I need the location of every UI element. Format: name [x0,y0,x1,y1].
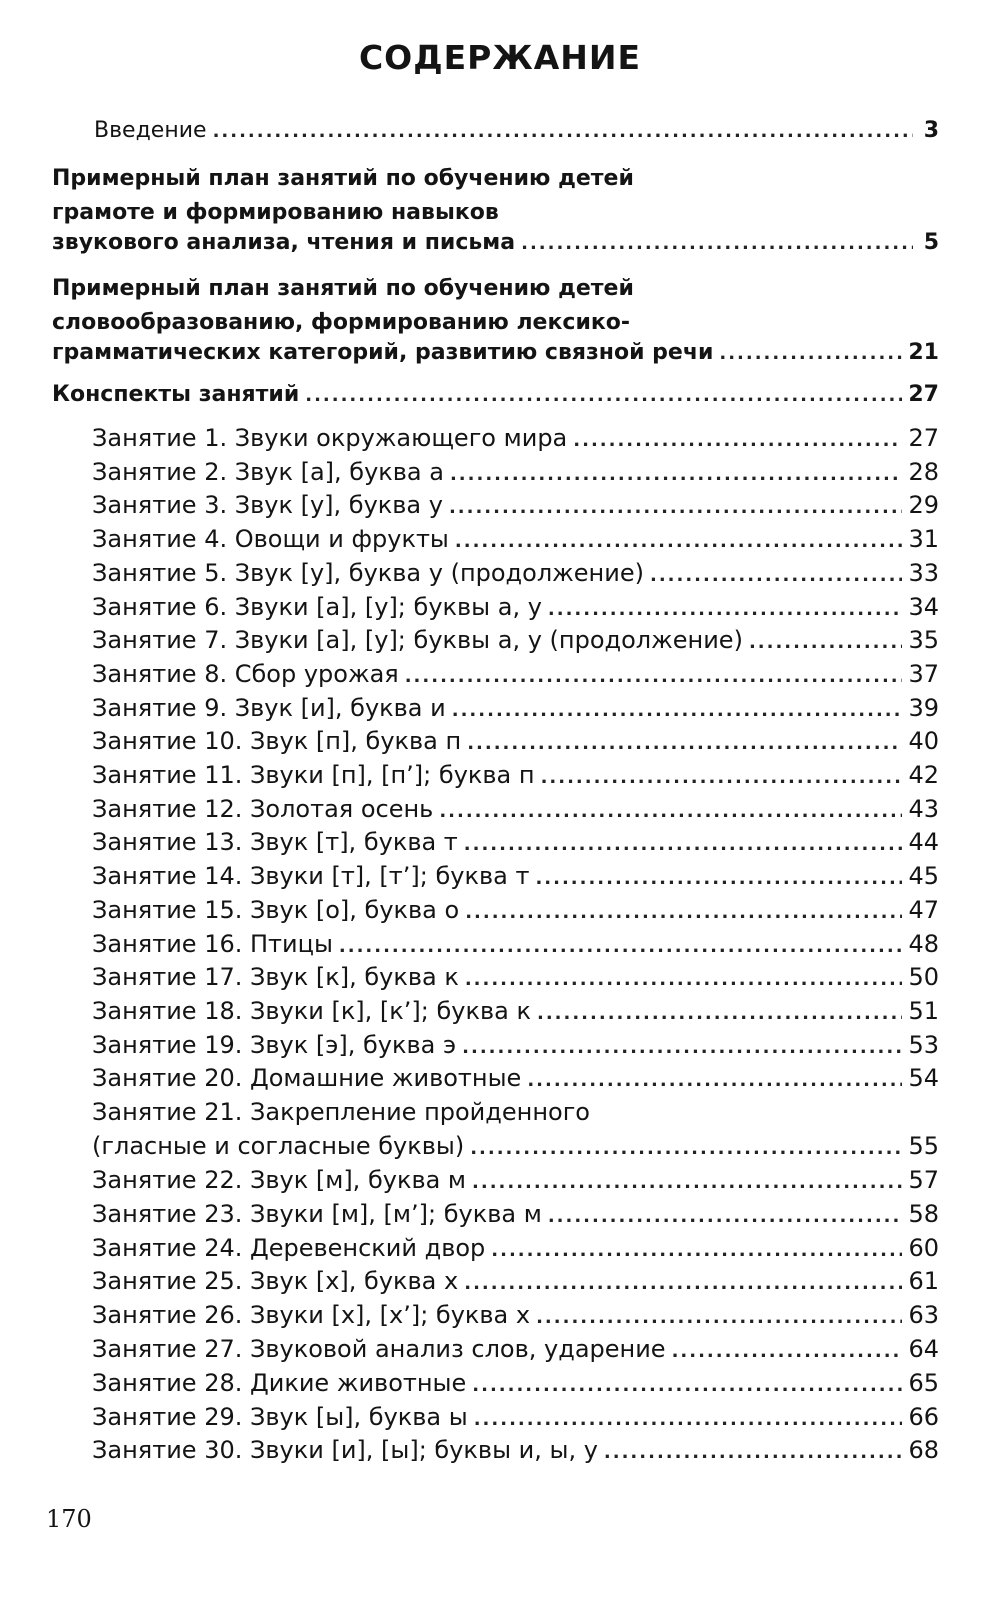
toc-entry-lesson [92,1200,939,1228]
toc-entry-title: Занятие 18. Звуки [к], [к’]; буква к [92,996,531,1025]
toc-entry-title: Занятие 25. Звук [х], буква х [92,1267,459,1296]
dot-leader [527,1070,902,1091]
dot-leader [465,969,903,990]
toc-page-number: 33 [908,558,939,587]
toc-entry-lesson [92,997,939,1025]
dot-leader [573,430,902,451]
toc-entry-lesson [92,559,939,587]
toc-entry-title: Занятие 6. Звуки [а], [у]; буквы а, у [92,592,542,621]
dot-leader [213,121,913,142]
dot-leader [541,767,903,788]
toc-entry-title: Занятие 12. Золотая осень [92,794,434,823]
toc-entry-title: Занятие 26. Звуки [х], [х’]; буква х [92,1301,531,1330]
toc-page-number: 35 [908,626,939,655]
toc-section-line: словообразованию, формированию лексико- [52,310,631,335]
toc-entry-lesson [92,424,939,452]
toc-page-number: 60 [908,1233,939,1262]
dot-leader [650,565,902,586]
toc-entry-lesson [92,795,939,823]
toc-entry-title: Занятие 3. Звук [у], буква у [92,491,443,520]
toc-entry-section-1 [52,230,939,255]
toc-page-number: 37 [908,659,939,688]
toc-page-number: 50 [908,963,939,992]
toc-entry-lesson [92,626,939,654]
toc-section-2-heading [52,272,634,340]
toc-page-number: 54 [908,1064,939,1093]
toc-entry-lesson [92,1335,939,1363]
toc-section-1-heading [52,162,634,230]
toc-entry-lesson [92,1064,939,1092]
dot-leader [450,464,902,485]
toc-entry-title: Занятие 23. Звуки [м], [м’]; буква м [92,1199,542,1228]
toc-page-number: 42 [908,761,939,789]
dot-leader [537,1003,902,1024]
toc-entry-title: Занятие 10. Звук [п], буква п [92,727,462,756]
dot-leader [521,233,913,254]
dot-leader [548,599,903,620]
toc-entry-lesson [92,660,939,688]
toc-entry-lesson [92,930,939,958]
toc-section-line: Примерный план занятий по обучению детей [52,166,634,191]
toc-entry-lesson-21 [92,1132,939,1160]
dot-leader [465,902,902,923]
toc-entry-lesson [92,1369,939,1397]
toc-entry-title: Занятие 7. Звуки [а], [у]; буквы а, у (продолжение) [92,626,743,655]
dot-leader [470,1138,902,1159]
toc-entry-title: Занятие 9. Звук [и], буква и [92,693,446,722]
toc-entry-lesson [92,458,939,486]
toc-entry-lesson [92,1166,939,1194]
dot-leader [449,497,903,518]
toc-entry-lesson [92,525,939,553]
toc-section-line: Примерный план занятий по обучению детей [52,276,634,301]
toc-entry-section-3 [52,382,939,407]
dot-leader [474,1409,903,1430]
dot-leader [464,834,903,855]
dot-leader [405,666,903,687]
dot-leader [548,1206,903,1227]
toc-page-number: 21 [908,340,939,365]
dot-leader [439,801,902,822]
toc-entry-lesson [92,491,939,519]
dot-leader [305,385,902,406]
toc-page-number: 29 [908,491,939,520]
toc-entry-title: Конспекты занятий [52,382,300,407]
toc-entry-lesson [92,1301,939,1329]
toc-page-number: 28 [908,457,939,486]
toc-entry-lesson [92,862,939,890]
toc-entry-title: Занятие 11. Звуки [п], [п’]; буква п [92,761,535,789]
toc-entry-lesson [92,694,939,722]
toc-entry-lesson [92,828,939,856]
toc-page-number: 58 [908,1199,939,1228]
toc-entry-title: грамматических категорий, развитию связной речи [52,340,714,365]
toc-entry-title: (гласные и согласные буквы) [92,1132,465,1160]
toc-page-number: 61 [908,1267,939,1296]
dot-leader [452,700,903,721]
toc-entry-lesson [92,963,939,991]
toc-entry-lesson [92,1234,939,1262]
toc-entry-title: Занятие 4. Овощи и фрукты [92,525,449,554]
toc-page-number: 27 [908,424,939,452]
toc-entry-title: Занятие 16. Птицы [92,929,333,958]
dot-leader [467,733,902,754]
toc-entry-title: Введение [94,118,207,143]
toc-entry-lesson [92,593,939,621]
toc-page-number: 64 [908,1335,939,1363]
page-title: СОДЕРЖАНИЕ [358,38,642,77]
dot-leader [535,868,902,889]
toc-entry-title: Занятие 15. Звук [о], буква о [92,895,460,924]
toc-page-number: 27 [908,382,939,407]
toc-entry-title: Занятие 13. Звук [т], буква т [92,828,458,857]
toc-page-number: 51 [908,996,939,1025]
dot-leader [455,531,903,552]
toc-entry-lesson [92,761,939,789]
toc-lesson-21-line-1: Занятие 21. Закрепление пройденного [92,1098,590,1126]
toc-page-number: 5 [923,230,939,255]
toc-entry-title: Занятие 24. Деревенский двор [92,1233,486,1262]
toc-page-number: 40 [908,727,939,756]
toc-page-number: 57 [908,1166,939,1194]
dot-leader [464,1273,902,1294]
toc-page-number: 31 [908,525,939,554]
toc-entry-title: Занятие 28. Дикие животные [92,1368,467,1397]
toc-page-number: 65 [908,1368,939,1397]
toc-entry-lesson [92,727,939,755]
dot-leader [491,1240,902,1261]
toc-entry-title: Занятие 5. Звук [у], буква у (продолжение) [92,558,644,587]
toc-page-number: 68 [908,1436,939,1465]
toc-page-number: 39 [908,693,939,722]
toc-page-number: 48 [908,929,939,958]
toc-entry-title: Занятие 22. Звук [м], буква м [92,1166,467,1194]
dot-leader [749,632,903,653]
dot-leader [339,936,903,957]
toc-entry-title: Занятие 2. Звук [а], буква а [92,457,444,486]
toc-page-number: 55 [908,1132,939,1160]
toc-page-number: 47 [908,895,939,924]
toc-section-line: грамоте и формированию навыков [52,200,499,225]
toc-entry-intro [94,118,939,143]
toc-page-number: 44 [908,828,939,857]
toc-page-number: 53 [908,1030,939,1059]
dot-leader [672,1341,903,1362]
toc-page-number: 66 [908,1402,939,1431]
dot-leader [462,1037,902,1058]
toc-entry-lesson [92,1031,939,1059]
toc-entry-title: звукового анализа, чтения и письма [52,230,516,255]
toc-page-number: 45 [908,862,939,891]
toc-entry-lesson [92,1403,939,1431]
dot-leader [472,1375,902,1396]
toc-entry-lesson [92,896,939,924]
toc-entry-title: Занятие 20. Домашние животные [92,1064,522,1093]
toc-entry-title: Занятие 29. Звук [ы], буква ы [92,1402,468,1431]
toc-page-number: 34 [908,592,939,621]
toc-entry-title: Занятие 8. Сбор урожая [92,659,399,688]
toc-entry-title: Занятие 1. Звуки окружающего мира [92,424,568,452]
dot-leader [472,1172,902,1193]
toc-page-number: 3 [923,118,939,143]
dot-leader [536,1307,902,1328]
toc-page-number: 43 [908,794,939,823]
toc-entry-title: Занятие 14. Звуки [т], [т’]; буква т [92,862,530,891]
dot-leader [604,1442,903,1463]
toc-entry-title: Занятие 27. Звуковой анализ слов, ударение [92,1335,666,1363]
toc-entry-title: Занятие 30. Звуки [и], [ы]; буквы и, ы, у [92,1436,598,1465]
page-number: 170 [46,1505,92,1533]
toc-page-number: 63 [908,1301,939,1330]
toc-entry-title: Занятие 19. Звук [э], буква э [92,1030,457,1059]
toc-entry-title: Занятие 17. Звук [к], буква к [92,963,459,992]
dot-leader [719,343,902,364]
toc-entry-lesson [92,1267,939,1295]
toc-entry-section-2 [52,340,939,365]
toc-entry-lesson [92,1436,939,1464]
